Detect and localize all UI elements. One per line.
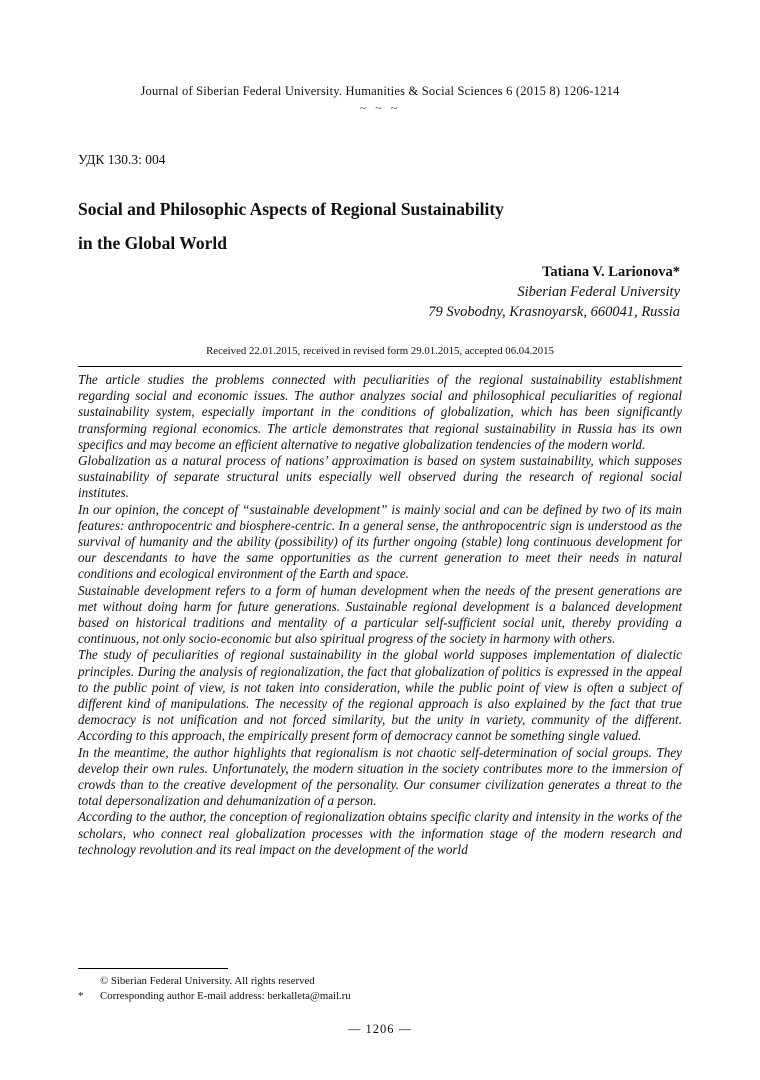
- author-block: [78, 262, 680, 322]
- footnote-rule: [78, 968, 228, 969]
- journal-running-head: Journal of Siberian Federal University. Humanities & Social Sciences 6 (2015 8) 1206-1214: [140, 84, 620, 98]
- udc-code: УДК 130.3: 004: [78, 152, 166, 167]
- abstract-paragraph: In our opinion, the concept of “sustainable development” is mainly social and can be defined by two of its main features: anthropocentric and biosphere-centric. In a general sense, the anthropocentric sign is understood as the survival of humanity and the ability (possibility) of its further ongoing (stable) long continuous development for our descendants to have the same opportunities as the current generation to meet their needs in natural conditions and ecological environment of the Earth and space.: [78, 501, 682, 582]
- page-number: — 1206 —: [347, 1022, 413, 1036]
- paper-title-line2: in the Global World: [78, 233, 227, 253]
- author-affiliation: Siberian Federal University: [517, 284, 680, 300]
- paper-title-line1: Social and Philosophic Aspects of Regional Sustainability: [78, 199, 504, 219]
- corresponding-author-note: Corresponding author E-mail address: berkalleta@mail.ru: [100, 990, 351, 1002]
- abstract-paragraph: According to the author, the conception of regionalization obtains specific clarity and intensity in the works of the scholars, who connect real globalization processes with the information stage of the modern research and technology revolution and its real impact on the development of the world: [78, 809, 682, 857]
- abstract-paragraph: Globalization as a natural process of nations’ approximation is based on system sustainability, which supposes sustainability of separate structural units especially well observed during the research of regional social institutes.: [78, 453, 682, 501]
- received-dates-line: Received 22.01.2015, received in revised form 29.01.2015, accepted 06.04.2015: [206, 345, 554, 357]
- footnote-row: [78, 974, 682, 989]
- abstract-paragraph: The article studies the problems connected with peculiarities of the regional sustainability establishment regarding social and economic issues. The author analyzes social and philosophical peculiarities of regional sustainability system, especially important in the conditions of globalization, which has been significantly transforming regional economics. The article demonstrates that regional sustainability in Russia has its own specifics and may become an efficient alternative to negative globalization tendencies of the modern world.: [78, 372, 682, 452]
- author-name: Tatiana V. Larionova*: [542, 264, 680, 280]
- abstract-paragraph: The study of peculiarities of regional sustainability in the global world supposes implementation of dialectic principles. During the analysis of regionalization, the fact that globalization of politics is expressed in the appeal to the public point of view, is not taken into consideration, while the public point of view is often a subject of different kind of manipulations. The necessity of the regional approach is also explained by the fact that true democracy is not unification and not forced similarity, but the unity in variety, community of the different. According to this approach, the empirically present form of democracy cannot be something single valued.: [78, 647, 682, 744]
- author-address: 79 Svobodny, Krasnoyarsk, 660041, Russia: [428, 304, 680, 320]
- abstract-divider-rule: [78, 366, 682, 367]
- footnote-marker: *: [78, 990, 84, 1002]
- abstract-body: [78, 372, 682, 858]
- abstract-paragraph: In the meantime, the author highlights that regionalism is not chaotic self-determination of social groups. They develop their own rules. Unfortunately, the modern situation in the society contributes more to the immersion of crowds than to the creative development of the personality. Our consumer civilization generates a threat to the total depersonalization and dehumanization of a person.: [78, 744, 682, 809]
- tilde-ornament: ~ ~ ~: [359, 101, 401, 115]
- footnote-row: [78, 989, 682, 1004]
- footnote-marker: [78, 974, 100, 989]
- abstract-paragraph: Sustainable development refers to a form of human development when the needs of the present generations are met without doing harm for future generations. Sustainable regional development is a balanced development based on historical traditions and mentality of a particular self-sufficient social unit, thereby providing a continuous, not only socio-economic but also spiritual progress of the society in harmony with others.: [78, 582, 682, 647]
- footnote-block: [78, 968, 682, 1004]
- paper-title: [78, 192, 682, 260]
- copyright-note: © Siberian Federal University. All rights reserved: [100, 975, 315, 987]
